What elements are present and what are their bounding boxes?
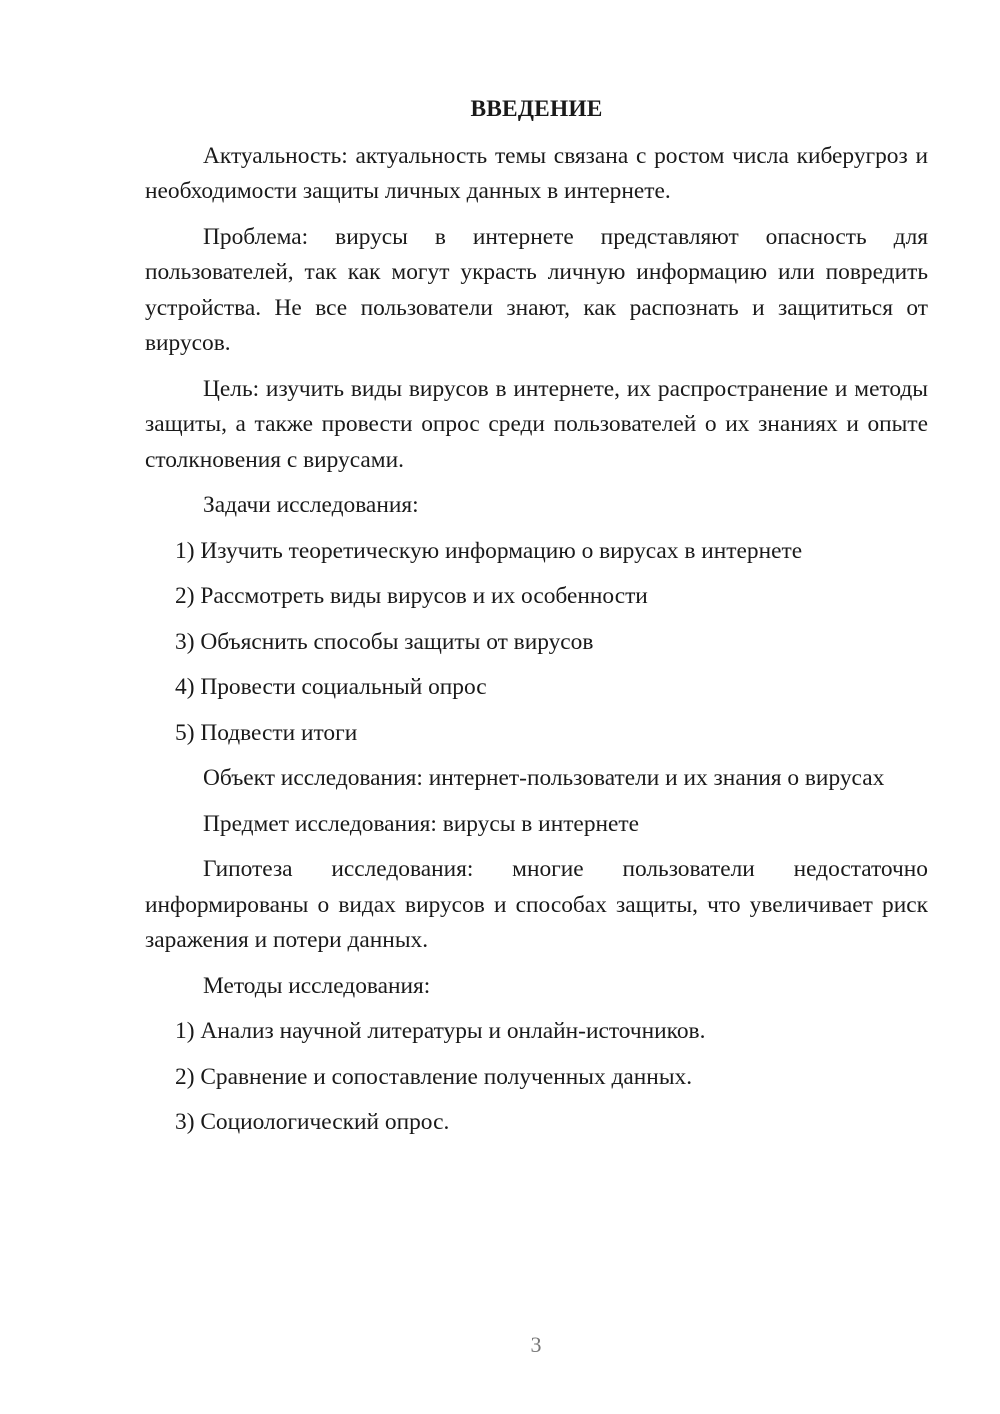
tasks-list (145, 534, 928, 752)
problem-paragraph: Проблема: вирусы в интернете представляют опасность для пользователей, так как могут украсть личную информацию или повредить устройства. Не все пользователи знают, как распознать и защититься от вирусов. (145, 223, 928, 356)
list-item: 2) Сравнение и сопоставление полученных данных. (175, 1063, 693, 1090)
document-page (145, 92, 928, 1151)
list-item: 1) Изучить теоретическую информацию о вирусах в интернете (175, 537, 803, 564)
page-number: 3 (530, 1332, 542, 1357)
object-line: Объект исследования: интернет-пользователи и их знания о вирусах (203, 765, 885, 791)
list-item: 2) Рассмотреть виды вирусов и их особенности (175, 583, 648, 609)
relevance-paragraph: Актуальность: актуальность темы связана с ростом числа киберугроз и необходимости защиты личных данных в интернете. (145, 142, 928, 204)
methods-list (145, 1014, 928, 1141)
goal-paragraph: Цель: изучить виды вирусов в интернете, их распространение и методы защиты, а также провести опрос среди пользователей о их знаниях и опыте столкновения с вирусами. (145, 375, 928, 473)
list-item: 3) Объяснить способы защиты от вирусов (175, 628, 594, 655)
methods-title: Методы исследования: (203, 972, 431, 999)
section-heading: ВВЕДЕНИЕ (470, 96, 603, 122)
subject-line: Предмет исследования: вирусы в интернете (203, 810, 640, 837)
tasks-title: Задачи исследования: (203, 492, 419, 518)
list-item: 4) Провести социальный опрос (175, 674, 487, 700)
list-item: 1) Анализ научной литературы и онлайн-источников. (175, 1018, 706, 1044)
list-item: 5) Подвести итоги (175, 719, 358, 746)
hypothesis-paragraph: Гипотеза исследования: многие пользователи недостаточно информированы о видах вирусов и способах защиты, что увеличивает риск заражения и потери данных. (145, 856, 928, 953)
list-item: 3) Социологический опрос. (175, 1109, 450, 1135)
